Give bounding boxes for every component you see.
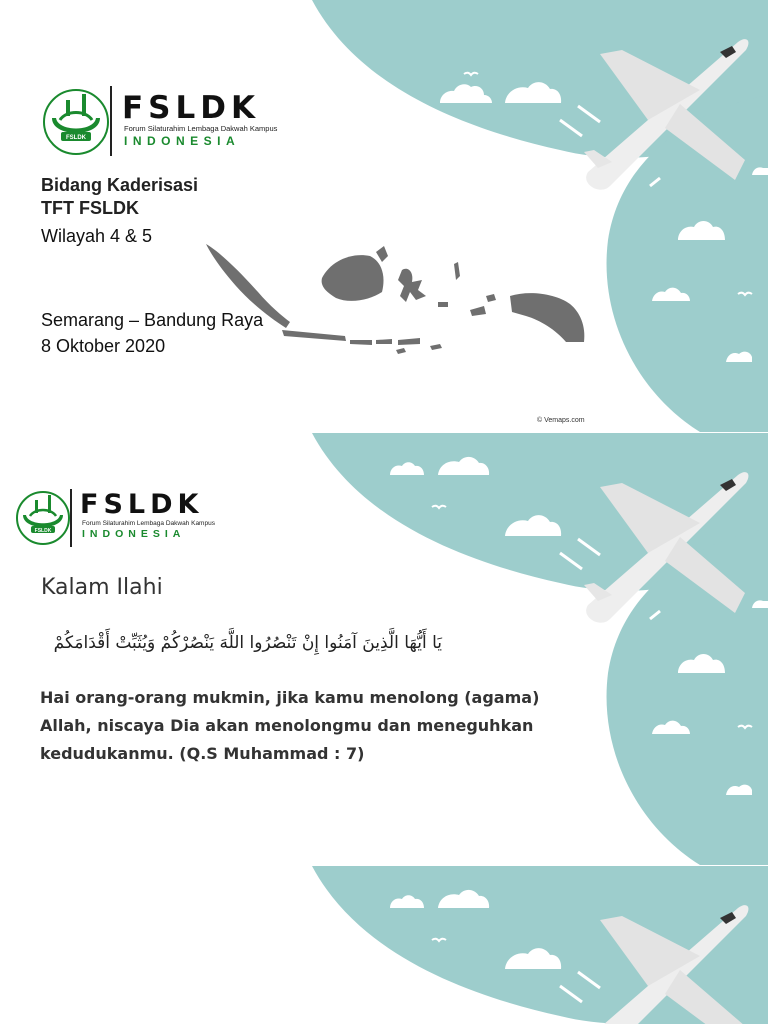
logo-subtitle: Forum Silaturahim Lembaga Dakwah Kampus [82,520,215,527]
subtitle-line: Wilayah 4 & 5 [41,226,153,246]
map-credit: © Vemaps.com [537,417,585,424]
fsldk-logo [36,80,296,160]
translation-line-3: kedudukanmu. (Q.S Muhammad : 7) [40,744,365,763]
translation-text [40,684,600,768]
slide-3-background [0,866,768,1024]
logo-name: FSLDK [80,489,204,520]
translation-line-1: Hai orang-orang mukmin, jika kamu menolong (agama) [40,688,540,707]
title-line-1: Bidang Kaderisasi [41,175,199,195]
date-line: 8 Oktober 2020 [41,336,166,356]
arabic-verse: يَا أَيُّهَا الَّذِينَ آمَنُوا إِنْ تَنْصُرُوا اللَّهَ يَنْصُرْكُمْ وَيُثَبِّتْ أَقْدَامَكُمْ [53,633,442,653]
title-line-2: TFT FSLDK [41,198,139,218]
fsldk-emblem-icon [36,80,116,160]
svg-text:FSLDK: FSLDK [34,528,52,534]
fsldk-emblem-icon [10,483,76,549]
logo-country: INDONESIA [124,134,241,148]
logo-country: INDONESIA [82,528,186,540]
svg-text:FSLDK: FSLDK [66,135,86,141]
location-line: Semarang – Bandung Raya [41,310,264,330]
slide-title: Kalam Ilahi [41,575,163,600]
logo-divider [70,489,72,547]
fsldk-logo [10,483,220,553]
slide-3 [0,866,768,1024]
logo-divider [110,86,112,156]
slide-1 [0,0,768,432]
logo-name: FSLDK [122,90,261,126]
indonesia-map [206,244,584,354]
translation-line-2: Allah, niscaya Dia akan menolongmu dan meneguhkan [40,716,534,735]
slide-2 [0,433,768,865]
logo-subtitle: Forum Silaturahim Lembaga Dakwah Kampus [124,124,278,133]
